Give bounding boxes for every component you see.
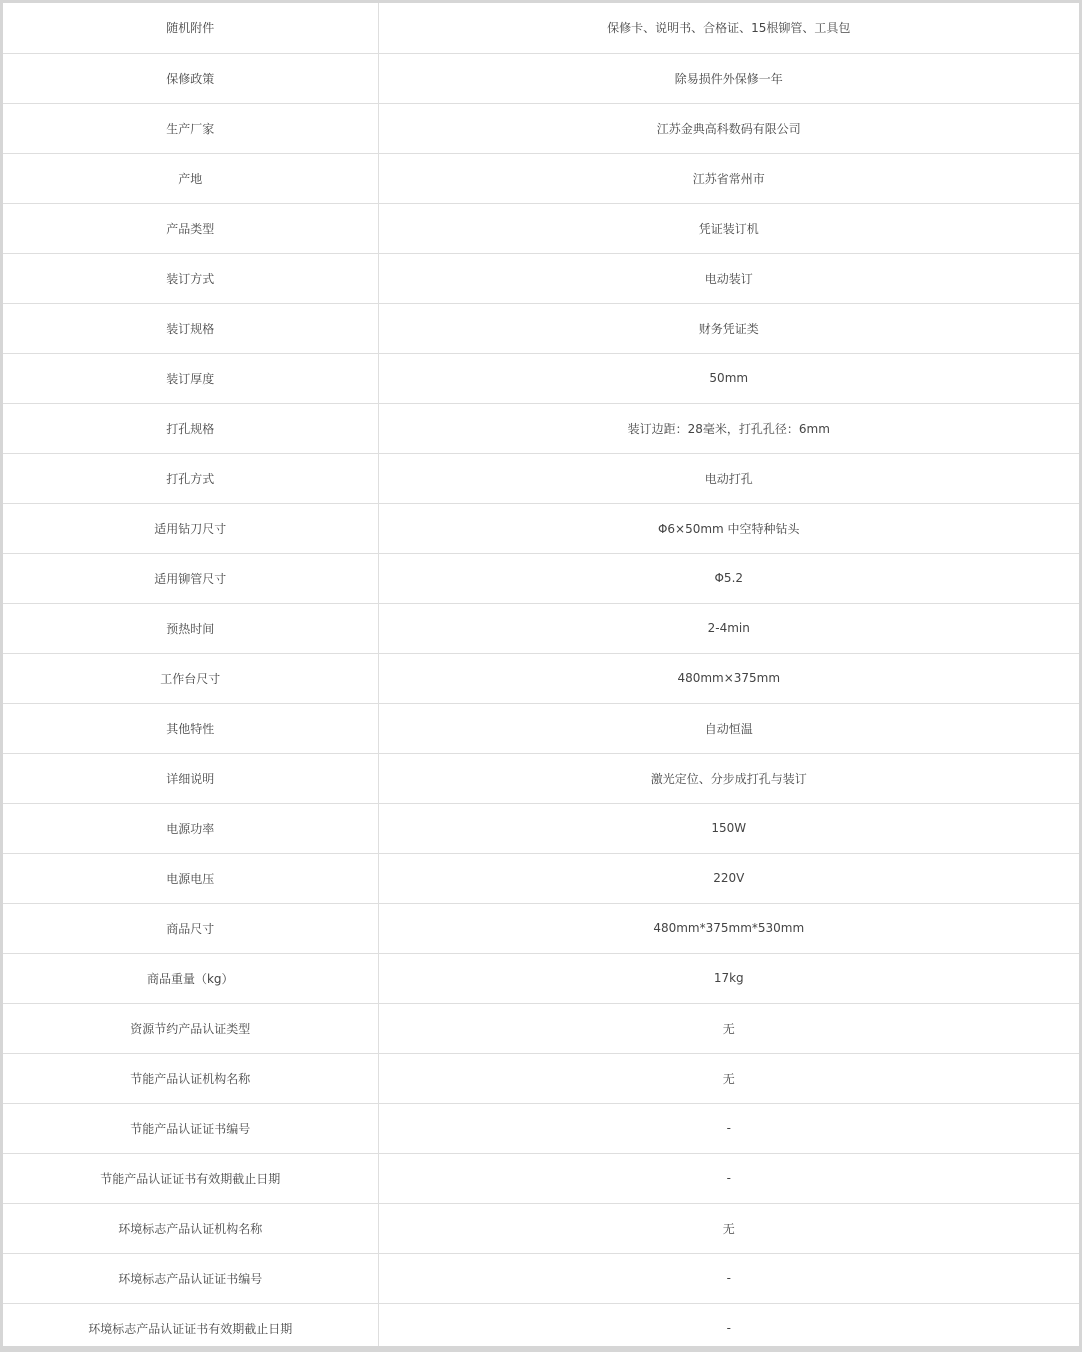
- spec-label: 电源电压: [3, 853, 378, 903]
- spec-label: 商品重量（kg）: [3, 953, 378, 1003]
- spec-label: 详细说明: [3, 753, 378, 803]
- table-row: [3, 903, 1079, 953]
- spec-value: 50mm: [378, 353, 1079, 403]
- spec-label: 环境标志产品认证证书有效期截止日期: [3, 1303, 378, 1352]
- spec-value: -: [378, 1253, 1079, 1303]
- table-row: [3, 753, 1079, 803]
- spec-value: 无: [378, 1003, 1079, 1053]
- spec-label: 预热时间: [3, 603, 378, 653]
- spec-value: 自动恒温: [378, 703, 1079, 753]
- table-row: [3, 253, 1079, 303]
- spec-label: 打孔规格: [3, 403, 378, 453]
- table-row: [3, 503, 1079, 553]
- spec-label: 电源功率: [3, 803, 378, 853]
- spec-label: 适用铆管尺寸: [3, 553, 378, 603]
- table-row: [3, 1103, 1079, 1153]
- table-row: [3, 603, 1079, 653]
- spec-value: 150W: [378, 803, 1079, 853]
- spec-value: 凭证装订机: [378, 203, 1079, 253]
- spec-label: 商品尺寸: [3, 903, 378, 953]
- spec-label: 装订规格: [3, 303, 378, 353]
- spec-label: 其他特性: [3, 703, 378, 753]
- spec-value: 480mm×375mm: [378, 653, 1079, 703]
- spec-value: 江苏金典高科数码有限公司: [378, 103, 1079, 153]
- spec-value: 2-4min: [378, 603, 1079, 653]
- spec-value: 激光定位、分步成打孔与装订: [378, 753, 1079, 803]
- spec-label: 产地: [3, 153, 378, 203]
- table-row: [3, 853, 1079, 903]
- table-row: [3, 1253, 1079, 1303]
- spec-label: 节能产品认证证书编号: [3, 1103, 378, 1153]
- spec-value: 无: [378, 1053, 1079, 1103]
- table-row: [3, 553, 1079, 603]
- spec-value: 220V: [378, 853, 1079, 903]
- table-row: [3, 303, 1079, 353]
- table-row: [3, 1203, 1079, 1253]
- spec-value: 财务凭证类: [378, 303, 1079, 353]
- spec-value: 保修卡、说明书、合格证、15根铆管、工具包: [378, 3, 1079, 53]
- spec-value: 电动装订: [378, 253, 1079, 303]
- spec-value: 无: [378, 1203, 1079, 1253]
- spec-value: -: [378, 1103, 1079, 1153]
- spec-table-body: [3, 3, 1079, 1352]
- spec-value: 江苏省常州市: [378, 153, 1079, 203]
- spec-table: [3, 3, 1079, 1352]
- spec-label: 资源节约产品认证类型: [3, 1003, 378, 1053]
- spec-label: 装订方式: [3, 253, 378, 303]
- spec-label: 环境标志产品认证机构名称: [3, 1203, 378, 1253]
- table-row: [3, 653, 1079, 703]
- table-row: [3, 1053, 1079, 1103]
- spec-label: 随机附件: [3, 3, 378, 53]
- spec-value: 电动打孔: [378, 453, 1079, 503]
- spec-value: 除易损件外保修一年: [378, 53, 1079, 103]
- spec-label: 节能产品认证证书有效期截止日期: [3, 1153, 378, 1203]
- spec-value: Φ6×50mm 中空特种钻头: [378, 503, 1079, 553]
- table-row: [3, 53, 1079, 103]
- table-row: [3, 353, 1079, 403]
- spec-label: 保修政策: [3, 53, 378, 103]
- spec-label: 装订厚度: [3, 353, 378, 403]
- spec-label: 环境标志产品认证证书编号: [3, 1253, 378, 1303]
- spec-label: 适用钻刀尺寸: [3, 503, 378, 553]
- table-row: [3, 3, 1079, 53]
- spec-label: 打孔方式: [3, 453, 378, 503]
- spec-value: Φ5.2: [378, 553, 1079, 603]
- table-row: [3, 153, 1079, 203]
- table-row: [3, 103, 1079, 153]
- spec-value: 装订边距：28毫米，打孔孔径：6mm: [378, 403, 1079, 453]
- spec-value: 480mm*375mm*530mm: [378, 903, 1079, 953]
- spec-value: -: [378, 1153, 1079, 1203]
- spec-label: 生产厂家: [3, 103, 378, 153]
- spec-label: 工作台尺寸: [3, 653, 378, 703]
- table-row: [3, 1153, 1079, 1203]
- table-row: [3, 453, 1079, 503]
- table-row: [3, 953, 1079, 1003]
- spec-label: 产品类型: [3, 203, 378, 253]
- table-row: [3, 703, 1079, 753]
- table-row: [3, 403, 1079, 453]
- spec-value: 17kg: [378, 953, 1079, 1003]
- table-row: [3, 803, 1079, 853]
- table-row: [3, 1303, 1079, 1352]
- table-row: [3, 1003, 1079, 1053]
- spec-label: 节能产品认证机构名称: [3, 1053, 378, 1103]
- table-row: [3, 203, 1079, 253]
- spec-value: -: [726, 1321, 731, 1336]
